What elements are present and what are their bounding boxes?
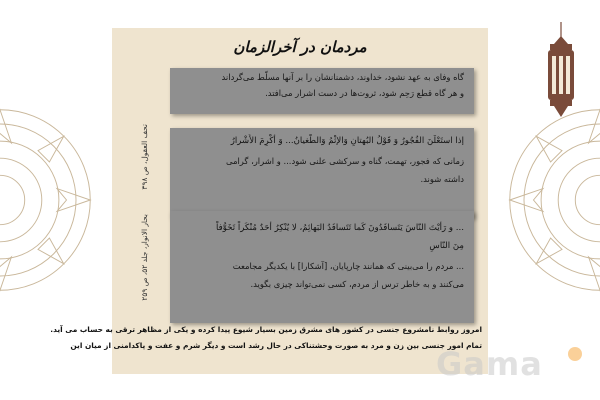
caption-line-2: تمام امور جنسی بین زن و مرد به صورت وحشتناکی در حال رشد است و دیگر شرم و عفت و پاکدامنی از میان این	[70, 341, 482, 350]
source-citation-2: بحار الانوار، جلد ۵۲، ص ۲۵۹	[140, 214, 149, 301]
watermark-text: Gama	[436, 345, 543, 383]
quote-3-line-1: ... مردم را می‌بینی که همانند چارپایان، [آشکارا] با یکدیگر مجامعت	[232, 261, 464, 271]
source-citation-1: تحف العقول، ص ۳۹۸	[140, 124, 149, 190]
quote-3-arabic-2: مِنَ النّاسِ	[429, 241, 464, 251]
quote-box-2	[170, 128, 474, 218]
watermark-logo	[436, 345, 586, 385]
caption-line-1: امروز روابط نامشروع جنسی در کشور های مشرق زمین بسیار شیوع پیدا کرده و یکی از مظاهر ترقی به حساب می آید.	[50, 325, 482, 334]
quote-2-arabic: إذا استَعْلَنَ الفُجُورُ وَ قَوْلُ البُهتانِ وَالإثْمُ وَالطُّغيانُ... وَ أَكْرِمَ الأَشْرارُ	[230, 136, 464, 146]
mandala-ornament-left	[0, 105, 95, 295]
quote-2-line-2: داشته شوند.	[420, 174, 464, 184]
watermark-dot-icon	[568, 347, 582, 361]
quote-2-line-1: زمانی که فجور، تهمت، گناه و سرکشی علنی شود... و اشرار، گرامی	[226, 156, 464, 166]
quote-box-3	[170, 211, 474, 323]
quote-3-arabic-1: ... و رَأَيْتَ النّاسَ يَتَسافَدُونَ كَما تَتَسافَدُ البَهائِمُ، لا يُنْكِرُ أَحَدٌ مُنْكَراً تَخَوُّفاً	[216, 223, 464, 233]
lantern-icon	[540, 22, 582, 132]
quote-1-line-2: و هر گاه قطع رَحِم شود، ثروت‌ها در دست اشرار می‌افتد.	[265, 88, 464, 98]
content-panel	[50, 28, 488, 374]
page-title: مردمان در آخرالزمان	[233, 38, 367, 56]
quote-3-line-2: می‌کنند و به خاطر ترس از مردم، کسی نمی‌تواند چیزی بگوید.	[250, 279, 464, 289]
mandala-ornament-right	[505, 105, 600, 295]
quote-1-line-1: گاه وفای به عهد نشود، خداوند، دشمنانشان را بر آنها مسلّط می‌گرداند	[221, 72, 464, 82]
quote-box-1	[170, 68, 474, 114]
caption-text	[50, 322, 482, 354]
